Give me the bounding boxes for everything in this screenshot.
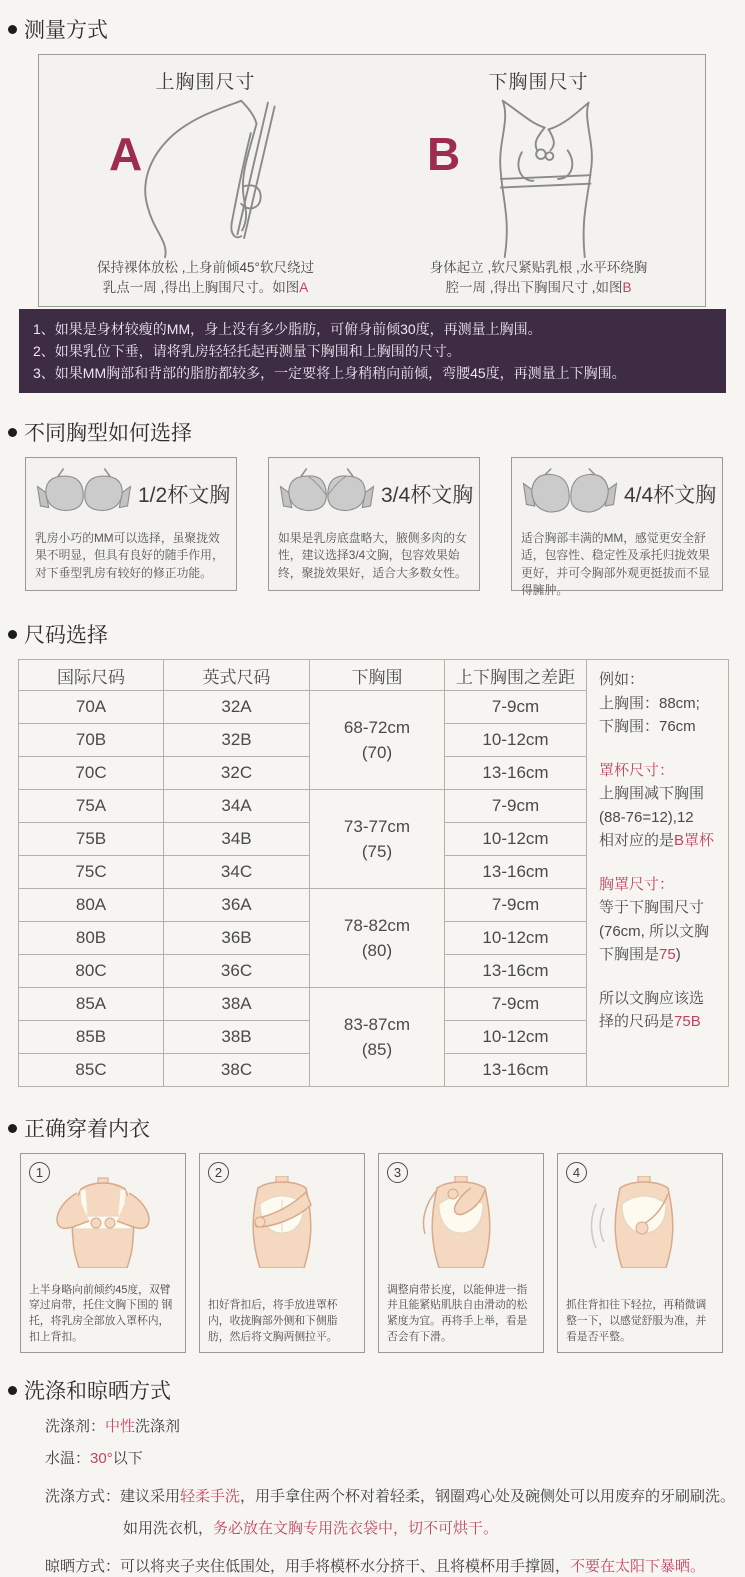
table-row: 80C 36C 13-16cm: [19, 955, 729, 988]
section-title-text: 测量方式: [24, 19, 108, 42]
underbust-band-80: 78-82cm (80): [310, 889, 445, 988]
table-row: 70B 32B 10-12cm: [19, 724, 729, 757]
bra-icon: [35, 467, 133, 521]
col-header-diff: 上下胸围之差距: [445, 660, 587, 691]
section-title-text: 尺码选择: [24, 624, 108, 648]
section-title-wash: [8, 1375, 745, 1405]
step-number-badge: 3: [387, 1162, 408, 1183]
step-description: 抓住背扣往下轻拉，再稍微调整一下，以感觉舒服为准，并看是否平整。: [566, 1299, 707, 1343]
measure-under-bust-half: [372, 55, 705, 306]
cup-card-half: [25, 457, 237, 591]
table-row: 80A 36A 78-82cm (80) 7-9cm: [19, 889, 729, 922]
wash-temperature-line: 水温：30°以下: [45, 1450, 143, 1468]
step-description: 扣好背扣后，将手放进罩杯内，收拢胸部外侧和下侧脂肪，然后将文胸两侧拉平。: [208, 1299, 338, 1343]
letter-a-label: A: [109, 128, 143, 180]
section-title-text: 正确穿着内衣: [24, 1118, 150, 1142]
table-row: 80B 36B 10-12cm: [19, 922, 729, 955]
tip-line: 1、如果是身材较瘦的MM，身上没有多少脂肪，可俯身前倾30度，再测量上胸围。: [33, 321, 542, 337]
tip-line: 3、如果MM胸部和背部的脂肪都较多，一定要将上身稍稍向前倾，弯腰45度，再测量上下胸围。: [33, 365, 626, 382]
step-description: 上半身略向前倾约45度，双臂穿过肩带，托住文胸下围的 钢托，将乳房全部放入罩杯内，扣上背扣。: [29, 1283, 173, 1343]
wearing-steps: [20, 1153, 745, 1353]
wearing-step-4: [557, 1153, 723, 1353]
col-header-uk: 英式尺码: [164, 660, 310, 691]
cup-card-label: 1/2杯文胸: [138, 484, 231, 508]
section-title-cup-types: [8, 417, 745, 447]
band-size-note-title: 胸罩尺寸：: [599, 876, 675, 894]
section-title-text: 洗涤和晾晒方式: [24, 1380, 171, 1404]
cup-size-note-title: 罩杯尺寸：: [599, 762, 675, 780]
bullet-icon: [8, 1124, 17, 1133]
section-title-measure: [8, 14, 745, 44]
size-chart-table: [18, 659, 729, 1087]
woman-standing-line-drawing: [429, 97, 649, 259]
cup-card-description: 乳房小巧的MM可以选择，虽聚拢效果不明显，但具有良好的随手作用，对下垂型乳房有较好的修正功能。: [35, 531, 224, 580]
col-header-underbust: 下胸围: [310, 660, 445, 691]
letter-b-label: B: [427, 128, 461, 180]
bullet-icon: [8, 630, 17, 639]
dry-method-line: 晾晒方式：可以将夹子夹住低围处，用手将模杯水分挤干、且将模杯用手撑圆，不要在太阳下暴晒。: [45, 1558, 706, 1576]
figure-a-illustration: [39, 97, 372, 259]
table-row: 85B 38B 10-12cm: [19, 1021, 729, 1054]
upper-bust-caption: 保持裸体放松 ,上身前倾45°软尺绕过 乳点一周 ,得出上胸围尺寸。如图A: [97, 259, 314, 295]
caption-ref-a: A: [299, 279, 309, 295]
underbust-band-70: 68-72cm (70): [310, 691, 445, 790]
under-bust-caption: 身体起立 ,软尺紧贴乳根 ,水平环绕胸 腔一周 ,得出下胸围尺寸 ,如图B: [429, 259, 648, 295]
section-title-text: 不同胸型如何选择: [24, 422, 192, 446]
step4-pull-band-illustration: [577, 1176, 703, 1268]
step2-front-view-illustration: [219, 1176, 345, 1268]
size-example-notes: 例如： 上胸围：88cm; 下胸围：76cm 罩杯尺寸： 上胸围减下胸围 (88-76=12),12 相对应的是B罩杯 胸罩尺寸： 等于下胸围尺寸 (76cm, 所以文胸 下胸围是75) 所以文胸应该选 择的尺码是75B: [587, 660, 729, 1087]
table-row: 75B 34B 10-12cm: [19, 823, 729, 856]
cup-card-label: 3/4杯文胸: [381, 484, 474, 508]
cup-card-full: [511, 457, 723, 597]
under-bust-heading: 下胸围尺寸: [488, 72, 589, 93]
step-number-badge: 4: [566, 1162, 587, 1183]
section-title-size: [8, 619, 745, 649]
bra-icon: [521, 467, 619, 521]
table-row: 85C 38C 13-16cm: [19, 1054, 729, 1087]
table-row: 70A 32A 68-72cm (70) 7-9cm: [19, 691, 729, 724]
wash-method-line: 洗涤方式：建议采用轻柔手洗，用手拿住两个杯对着轻柔，钢圈鸡心处及碗侧处可以用废弃的牙刷刷洗。: [45, 1488, 736, 1506]
step1-back-view-illustration: [40, 1176, 166, 1268]
table-row: 75A 34A 73-77cm (75) 7-9cm: [19, 790, 729, 823]
wash-detergent-line: 洗涤剂：中性洗涤剂: [45, 1418, 181, 1436]
cup-card-three-quarter: [268, 457, 480, 591]
figure-b-illustration: [372, 97, 705, 259]
bra-icon: [278, 467, 376, 521]
table-row: 75C 34C 13-16cm: [19, 856, 729, 889]
section-title-wearing: [8, 1113, 745, 1143]
measure-upper-bust-half: [39, 55, 372, 306]
table-header-row: [19, 660, 729, 691]
col-header-intl: 国际尺码: [19, 660, 164, 691]
upper-bust-heading: 上胸围尺寸: [155, 72, 256, 93]
wearing-step-3: [378, 1153, 544, 1353]
measuring-tips-box: [19, 309, 726, 393]
cup-card-description: 适合胸部丰满的MM，感觉更安全舒适，包容性、稳定性及承托归拢效果更好，并可令胸部外观更挺拔而不显得臃肿。: [521, 531, 710, 597]
wash-machine-line: 如用洗衣机，务必放在文胸专用洗衣袋中，切不可烘干。: [123, 1520, 499, 1538]
step3-adjust-strap-illustration: [398, 1176, 524, 1268]
caption-ref-b: B: [622, 279, 632, 295]
step-number-badge: 2: [208, 1162, 229, 1183]
cup-card-description: 如果是乳房底盘略大，腋侧多肉的女性，建议选择3/4文胸，包容效果始终，聚拢效果好，适合大多数女性。: [278, 531, 467, 580]
cup-type-cards: [25, 457, 745, 597]
step-number-badge: 1: [29, 1162, 50, 1183]
step-description: 调整肩带长度，以能伸进一指并且能紧贴肌肤自由滑动的松紧度为宜。再将手上举，看是否会有下滑。: [387, 1283, 528, 1343]
measure-illustration-panel: [38, 54, 706, 307]
tip-line: 2、如果乳位下垂，请将乳房轻轻托起再测量下胸围和上胸围的尺寸。: [33, 343, 461, 360]
bullet-icon: [8, 428, 17, 437]
bullet-icon: [8, 25, 17, 34]
wearing-step-2: [199, 1153, 365, 1353]
table-row: 70C 32C 13-16cm: [19, 757, 729, 790]
underbust-band-85: 83-87cm (85): [310, 988, 445, 1087]
wearing-step-1: [20, 1153, 186, 1353]
bullet-icon: [8, 1386, 17, 1395]
cup-card-label: 4/4杯文胸: [624, 484, 717, 508]
underbust-band-75: 73-77cm (75): [310, 790, 445, 889]
table-row: 85A 38A 83-87cm (85) 7-9cm: [19, 988, 729, 1021]
